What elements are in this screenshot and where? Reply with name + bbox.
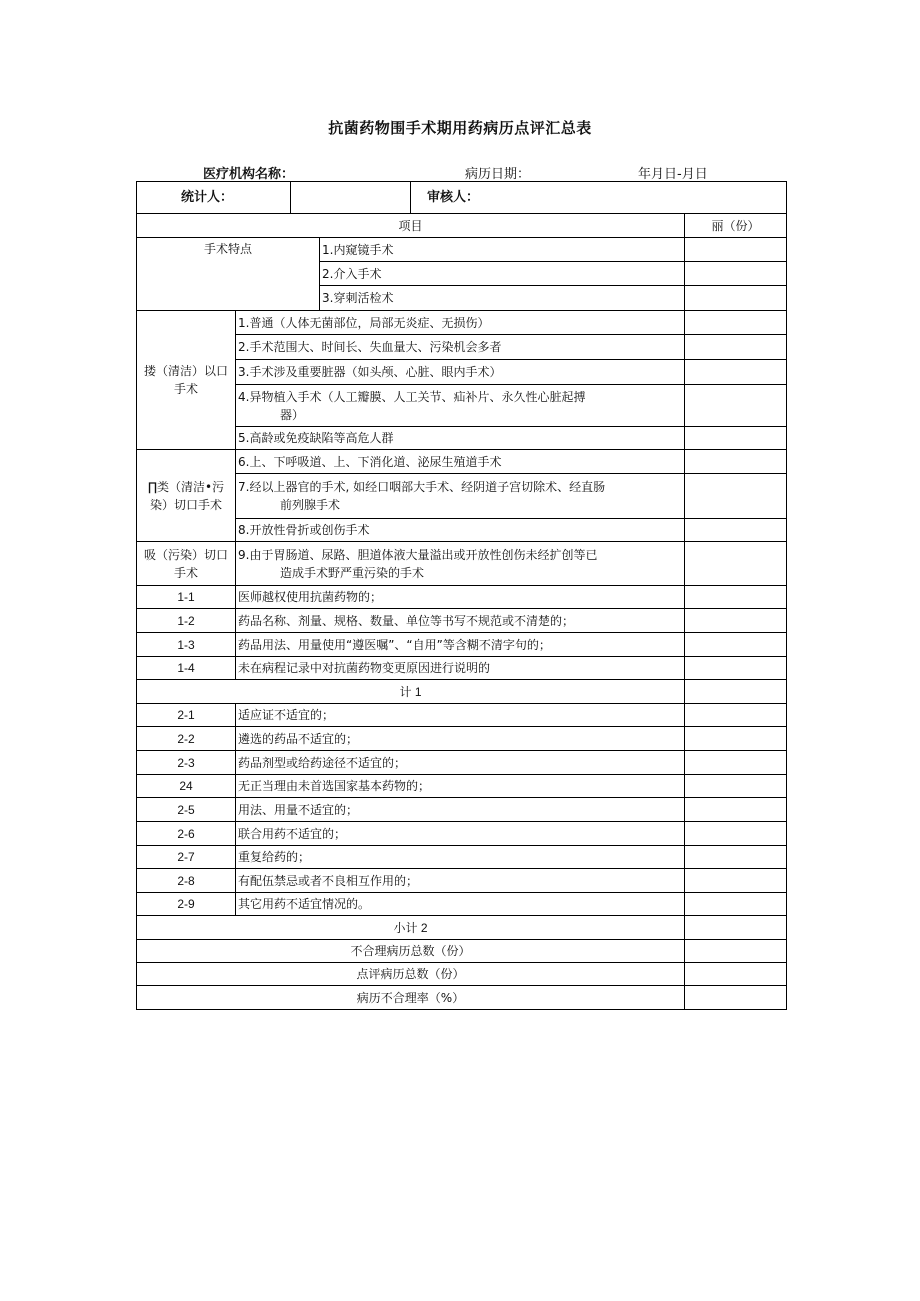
subtotal-row xyxy=(137,680,787,704)
table-row xyxy=(137,846,787,869)
item-text: 有配伍禁忌或者不良相互作用的； xyxy=(236,869,685,893)
class2-label: ∏类（清洁•污染）切口手术 xyxy=(137,450,236,542)
count-cell[interactable] xyxy=(685,633,787,657)
item-code: 1-3 xyxy=(137,633,236,657)
item-code: 2-9 xyxy=(137,893,236,916)
count-cell[interactable] xyxy=(685,542,787,586)
subtotal-row xyxy=(137,916,787,940)
reviewer-label: 审核人： xyxy=(411,182,787,214)
table-row xyxy=(137,238,787,262)
table-row xyxy=(137,893,787,916)
count-cell[interactable] xyxy=(685,286,787,311)
item-text: 未在病程记录中对抗菌药物变更原因进行说明的 xyxy=(236,657,685,680)
subtotal1-label: 计 1 xyxy=(137,680,685,704)
class3-item-line: 造成手术野严重污染的手术 xyxy=(280,565,425,580)
count-cell[interactable] xyxy=(685,798,787,822)
class1-item: 2.手术范围大、时间长、失血量大、污染机会多者 xyxy=(236,335,685,360)
count-cell[interactable] xyxy=(685,427,787,450)
count-cell[interactable] xyxy=(685,519,787,542)
count-cell[interactable] xyxy=(685,727,787,751)
count-cell[interactable] xyxy=(685,916,787,940)
table-row xyxy=(137,633,787,657)
count-cell[interactable] xyxy=(685,963,787,986)
class3-item xyxy=(236,542,685,586)
summary-label: 点评病历总数（份） xyxy=(137,963,685,986)
summary-row xyxy=(137,963,787,986)
table-row xyxy=(137,798,787,822)
table-row xyxy=(137,751,787,775)
count-cell[interactable] xyxy=(685,450,787,474)
table-row xyxy=(137,542,787,586)
table-row xyxy=(137,657,787,680)
summary-row xyxy=(137,940,787,963)
item-code: 2-6 xyxy=(137,822,236,846)
table-row xyxy=(137,822,787,846)
item-code: 1-4 xyxy=(137,657,236,680)
signature-row xyxy=(137,182,787,214)
item-text: 其它用药不适宜情况的。 xyxy=(236,893,685,916)
summary-label: 不合理病历总数（份） xyxy=(137,940,685,963)
item-text: 用法、用量不适宜的； xyxy=(236,798,685,822)
item-code: 2-5 xyxy=(137,798,236,822)
subtotal2-label: 小计 2 xyxy=(137,916,685,940)
class2-item: 6.上、下呼吸道、上、下消化道、泌尿生殖道手术 xyxy=(236,450,685,474)
item-code: 1-1 xyxy=(137,586,236,609)
item-code: 2-8 xyxy=(137,869,236,893)
count-cell[interactable] xyxy=(685,940,787,963)
item-text: 无正当理由未首选国家基本药物的； xyxy=(236,775,685,798)
table-row xyxy=(137,775,787,798)
stat-person-field[interactable] xyxy=(291,182,411,214)
count-cell[interactable] xyxy=(685,360,787,385)
class2-item xyxy=(236,474,685,519)
date-value: 年月日-月日 xyxy=(638,167,708,182)
count-cell[interactable] xyxy=(685,657,787,680)
item-text: 联合用药不适宜的； xyxy=(236,822,685,846)
class2-item-line: 前列腺手术 xyxy=(280,498,341,512)
class1-item: 1.普通（人体无菌部位，局部无炎症、无损伤） xyxy=(236,311,685,335)
count-cell[interactable] xyxy=(685,775,787,798)
item-text: 适应证不适宜的； xyxy=(236,704,685,727)
item-code: 2-7 xyxy=(137,846,236,869)
table-row xyxy=(137,727,787,751)
item-text: 药品用法、用量使用“遵医嘱”、“自用”等含糊不清字句的； xyxy=(236,633,685,657)
surgery-feature-item: 3.穿刺活检术 xyxy=(320,286,685,311)
class3-item-line: 9.由于胃肠道、尿路、胆道体液大量溢出或开放性创伤未经扩创等已 xyxy=(238,547,598,562)
institution-label: 医疗机构名称： xyxy=(203,167,295,182)
table-row xyxy=(137,869,787,893)
count-cell[interactable] xyxy=(685,869,787,893)
count-cell[interactable] xyxy=(685,474,787,519)
class1-item xyxy=(236,385,685,427)
class1-item-line: 器） xyxy=(280,407,305,422)
item-code: 2-2 xyxy=(137,727,236,751)
count-cell[interactable] xyxy=(685,893,787,916)
count-cell[interactable] xyxy=(685,385,787,427)
column-header-row xyxy=(137,214,787,238)
class2-item: 8.开放性骨折或创伤手术 xyxy=(236,519,685,542)
count-cell[interactable] xyxy=(685,335,787,360)
item-text: 药品剂型或给药途径不适宜的； xyxy=(236,751,685,775)
item-text: 遴选的药品不适宜的； xyxy=(236,727,685,751)
count-cell[interactable] xyxy=(685,262,787,286)
summary-label: 病历不合理率（%） xyxy=(137,986,685,1010)
count-cell[interactable] xyxy=(685,704,787,727)
class3-label: 吸（污染）切口手术 xyxy=(137,542,236,586)
date-label: 病历日期： xyxy=(465,167,531,182)
page-title: 抗菌药物围手术期用药病历点评汇总表 xyxy=(328,119,592,137)
count-cell[interactable] xyxy=(685,586,787,609)
item-text: 重复给药的； xyxy=(236,846,685,869)
table-row xyxy=(137,704,787,727)
item-code: 24 xyxy=(137,775,236,798)
surgery-features-label: 手术特点 xyxy=(137,238,320,311)
table-row xyxy=(137,609,787,633)
class1-item-line: 4.异物植入手术（人工瓣膜、人工关节、疝补片、永久性心脏起搏 xyxy=(238,389,586,404)
count-cell[interactable] xyxy=(685,680,787,704)
surgery-feature-item: 1.内窥镜手术 xyxy=(320,238,685,262)
class1-item: 3.手术涉及重要脏器（如头颅、心脏、眼内手术） xyxy=(236,360,685,385)
count-cell[interactable] xyxy=(685,609,787,633)
summary-row xyxy=(137,986,787,1010)
count-cell[interactable] xyxy=(685,311,787,335)
table-row xyxy=(137,311,787,335)
item-code: 2-1 xyxy=(137,704,236,727)
item-code: 2-3 xyxy=(137,751,236,775)
class1-label: 搂（清洁）以口手术 xyxy=(137,311,236,450)
count-cell[interactable] xyxy=(685,846,787,869)
item-text: 药品名称、剂量、规格、数量、单位等书写不规范或不清楚的； xyxy=(236,609,685,633)
review-summary-table xyxy=(136,181,787,1010)
table-row xyxy=(137,586,787,609)
class1-item: 5.高龄或免疫缺陷等高危人群 xyxy=(236,427,685,450)
stat-person-label: 统计人： xyxy=(137,182,291,214)
col-item-header: 项目 xyxy=(137,214,685,238)
class2-item-line: 7.经以上器官的手术, 如经口咽部大手术、经阴道子宫切除术、经直肠 xyxy=(238,480,606,494)
count-cell[interactable] xyxy=(685,238,787,262)
count-cell[interactable] xyxy=(685,986,787,1010)
col-count-header: 丽（份） xyxy=(685,214,787,238)
item-code: 1-2 xyxy=(137,609,236,633)
count-cell[interactable] xyxy=(685,822,787,846)
count-cell[interactable] xyxy=(685,751,787,775)
table-row xyxy=(137,450,787,474)
item-text: 医师越权使用抗菌药物的； xyxy=(236,586,685,609)
surgery-feature-item: 2.介入手术 xyxy=(320,262,685,286)
